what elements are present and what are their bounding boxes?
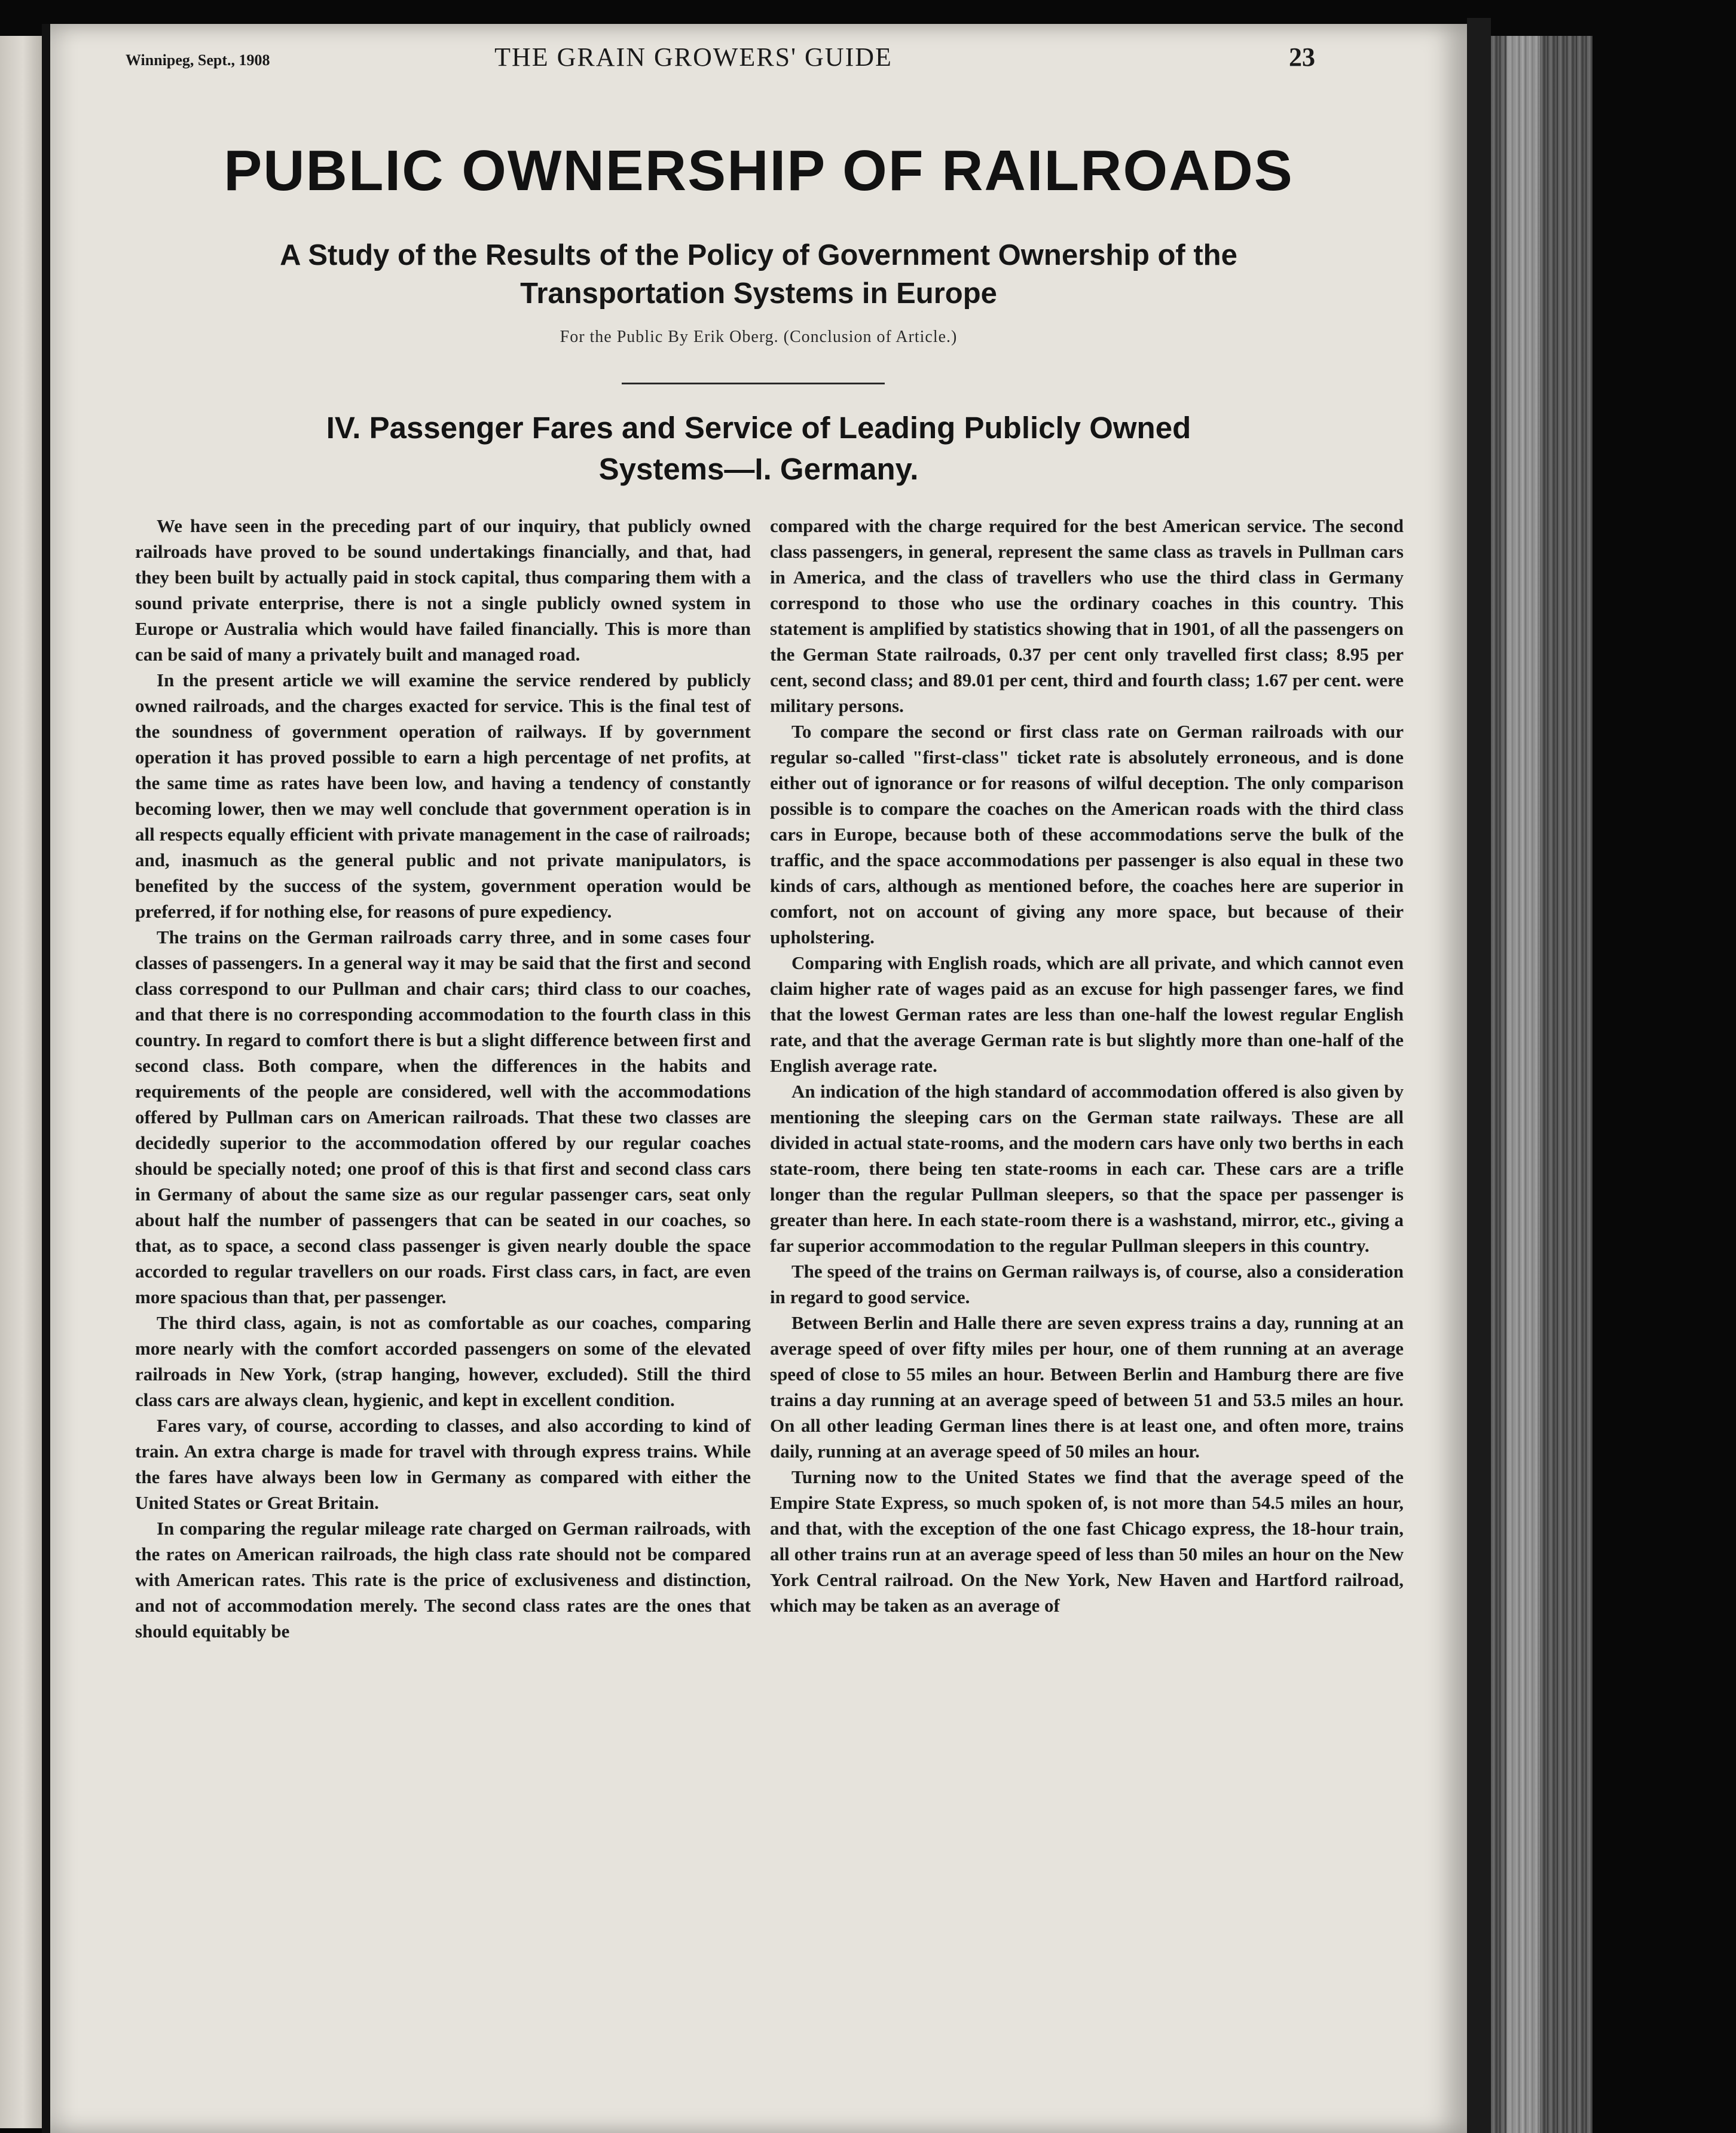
left-column	[135, 513, 751, 1644]
book-gutter	[42, 24, 50, 2133]
running-head-date: Winnipeg, Sept., 1908	[126, 51, 270, 69]
section-heading-text	[50, 408, 1467, 490]
right-column	[770, 513, 1404, 1618]
page-edge-shadow	[1467, 18, 1491, 2133]
paragraph: Turning now to the United States we find that the average speed of the Empire State Express, so much spoken of, is not more than 54.5 miles an hour, and that, with the exception of the one fast Chicago express, the 18-hour train, all other trains run at an average speed of less than 50 miles an hour on the New York Central railroad. On the New York, New Haven and Hartford railroad, which may be taken as an average of	[770, 1466, 1404, 1616]
paragraph: In the present article we will examine the service rendered by publicly owned railroads, and the charges exacted for service. This is the final test of the soundness of government operation of railways. If by government operation it has proved possible to earn a high percentage of net profits, at the same time as rates have been low, and having a tendency of constantly becoming lower, then we may well conclude that government operation is in all respects equally efficient with private management in the case of railroads; and, inasmuch as the general public and not private manipulators, is benefited by the success of the system, government operation would be preferred, if for nothing else, for reasons of pure expediency.	[135, 670, 751, 922]
paragraph: The third class, again, is not as comfortable as our coaches, comparing more nearly with the comfort accorded passengers on some of the elevated railroads in New York, (strap hanging, however, excluded). Still the third class cars are always clean, hygienic, and kept in excellent condition.	[135, 1312, 751, 1410]
subtitle-line-1: A Study of the Results of the Policy of Government Ownership of the	[280, 239, 1237, 271]
paragraph: In comparing the regular mileage rate charged on German railroads, with the rates on American railroads, the high class rate should not be compared with American rates. This rate is the price of exclusiveness and distinction, and not of accommodation merely. The second class rates are the ones that should equitably be	[135, 1518, 751, 1642]
byline: For the Public By Erik Oberg. (Conclusion of Article.)	[560, 328, 958, 346]
running-head	[72, 24, 1315, 72]
article-title: PUBLIC OWNERSHIP OF RAILROADS	[224, 139, 1294, 203]
subtitle-line-2: Transportation Systems in Europe	[520, 277, 997, 310]
paragraph: The speed of the trains on German railways is, of course, also a consideration in regard to good service.	[770, 1261, 1404, 1307]
paragraph: The trains on the German railroads carry three, and in some cases four classes of passengers. In a general way it may be said that the first and second class correspond to our Pullman and chair cars; third class to our coaches, and that there is no corresponding accommodation to the fourth class in this country. In regard to comfort there is but a slight difference between first and second class. Both compare, when the differences in the habits and requirements of the people are considered, well with the accommodations offered by Pullman cars on American railroads. That these two classes are decidedly superior to the accommodation offered by our regular coaches should be specially noted; one proof of this is that first and second class cars in Germany of about the same size as our regular passenger cars, seat only about half the number of passengers that can be seated in our coaches, so that, as to space, a second class passenger is given nearly double the space accorded to regular travellers on our roads. First class cars, in fact, are even more spacious than that, per passenger.	[135, 927, 751, 1307]
divider-rule	[622, 383, 885, 384]
paragraph: We have seen in the preceding part of our inquiry, that publicly owned railroads have proved to be sound undertakings financially, and that, had they been built by actually paid in stock capital, thus comparing them with a sound private enterprise, there is not a single publicly owned system in Europe or Australia which would have failed financially. This is more than can be said of many a privately built and managed road.	[135, 515, 751, 665]
paragraph: Between Berlin and Halle there are seven express trains a day, running at an average speed of over fifty miles per hour, one of them running at an average speed of close to 55 miles an hour. Between Berlin and Hamburg there are five trains a day running at an average speed of between 51 and 53.5 miles an hour. On all other leading German lines there is at least one, and often more, trains daily, running at an average speed of 50 miles an hour.	[770, 1312, 1404, 1462]
page-stack-highlight	[1506, 36, 1540, 2133]
running-head-publication: THE GRAIN GROWERS' GUIDE	[494, 42, 893, 72]
article-subtitle	[50, 237, 1467, 313]
paragraph: Fares vary, of course, according to classes, and also according to kind of train. An extra charge is made for travel with through express trains. While the fares have always been low in Germany as compared with either the United States or Great Britain.	[135, 1415, 751, 1513]
section-heading-line-2: Systems—I. Germany.	[598, 451, 919, 486]
paragraph: To compare the second or first class rate on German railroads with our regular so-called "first-class" ticket rate is absolutely erroneous, and is done either out of ignorance or for reasons of wilful deception. The only comparison possible is to compare the coaches on the American roads with the third class cars in Europe, because both of these accommodations serve the bulk of the traffic, and the space accommodations per passenger is also equal in these two kinds of cars, although as mentioned before, the coaches here are superior in comfort, not on account of giving any more space, but because of their upholstering.	[770, 721, 1404, 948]
section-heading-line-1: IV. Passenger Fares and Service of Leading Publicly Owned	[326, 411, 1191, 445]
paragraph: Comparing with English roads, which are all private, and which cannot even claim higher rate of wages paid as an excuse for high passenger fares, we find that the lowest German rates are less than one-half the lowest regular English rate, and that the average German rate is but slightly more than one-half of the English average rate.	[770, 952, 1404, 1076]
paragraph: An indication of the high standard of accommodation offered is also given by mentioning the sleeping cars on the German state railways. These are all divided in actual state-rooms, and the modern cars have only two berths in each state-room, there being ten state-rooms in each car. These cars are a trifle longer than the regular Pullman sleepers, so that the space per passenger is greater than here. In each state-room there is a washstand, mirror, etc., giving a far superior accommodation to the regular Pullman sleepers in this country.	[770, 1081, 1404, 1256]
page-number: 23	[1289, 42, 1315, 72]
previous-page-edge	[0, 36, 42, 2128]
paragraph-continued: compared with the charge required for the best American service. The second class passengers, in general, represent the same class as travels in Pullman cars in America, and the class of travellers who use the third class in Germany correspond to those who use the ordinary coaches in this country. This statement is amplified by statistics showing that in 1901, of all the passengers on the German State railroads, 0.37 per cent only travelled first class; 8.95 per cent, second class; and 89.01 per cent, third and fourth class; 1.67 per cent. were military persons.	[770, 515, 1404, 716]
